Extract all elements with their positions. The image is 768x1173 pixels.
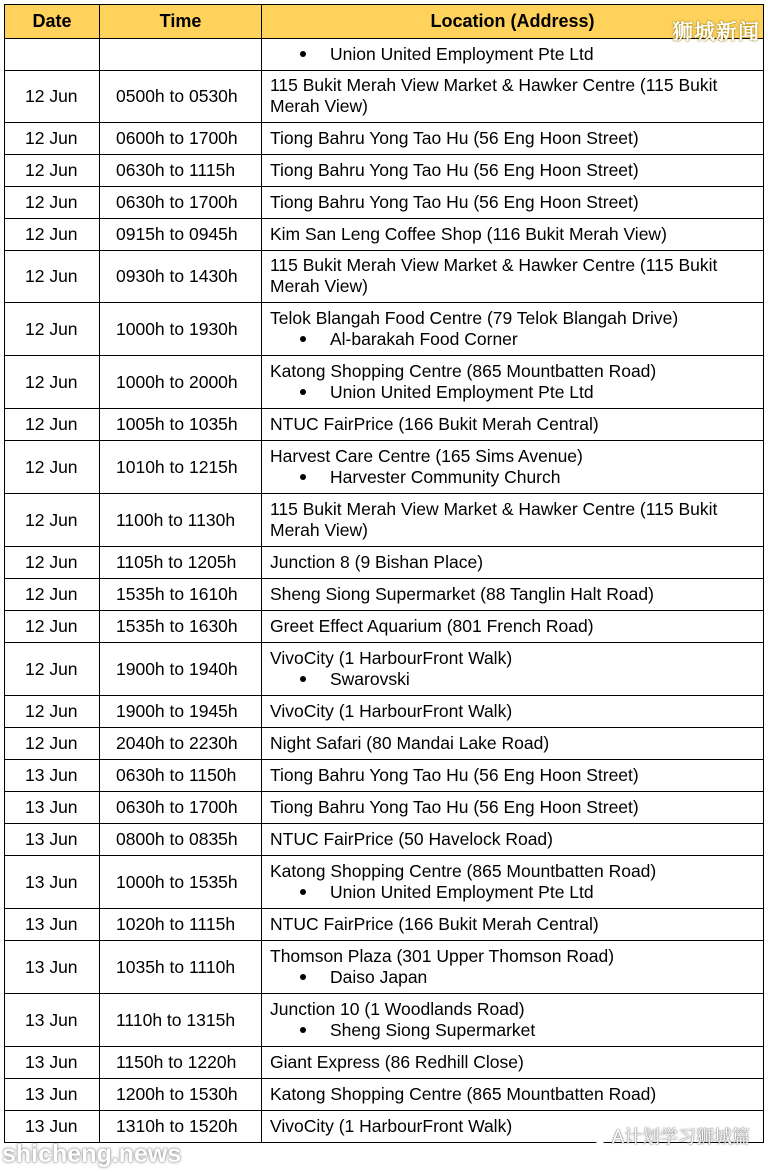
cell-location xyxy=(262,71,764,123)
cell-time: 1010h to 1215h xyxy=(100,441,262,494)
location-name: Sheng Siong Supermarket (88 Tanglin Halt Road) xyxy=(270,583,654,604)
table-row xyxy=(5,643,764,696)
location-sub-label: Daiso Japan xyxy=(330,966,428,987)
cell-location xyxy=(262,1079,764,1111)
cell-time: 1200h to 1530h xyxy=(100,1079,262,1111)
location-name: Junction 10 (1 Woodlands Road) xyxy=(270,998,525,1019)
cell-location xyxy=(262,909,764,941)
cell-time: 1900h to 1945h xyxy=(100,696,262,728)
table-row xyxy=(5,792,764,824)
cell-location xyxy=(262,792,764,824)
bullet-icon xyxy=(300,889,306,895)
bullet-icon xyxy=(300,389,306,395)
table-row xyxy=(5,494,764,547)
location-sub-label: Swarovski xyxy=(330,668,410,689)
location-sub-label: Sheng Siong Supermarket xyxy=(330,1019,536,1040)
watermark-top: 狮城新闻 xyxy=(672,21,760,44)
cell-time: 0600h to 1700h xyxy=(100,123,262,155)
location-sub-item xyxy=(270,669,755,690)
table-header-row xyxy=(5,5,764,39)
location-name: NTUC FairPrice (166 Bukit Merah Central) xyxy=(270,913,599,934)
cell-location xyxy=(262,187,764,219)
location-name: 115 Bukit Merah View Market & Hawker Centre (115 Bukit Merah View) xyxy=(270,498,718,540)
location-name: Tiong Bahru Yong Tao Hu (56 Eng Hoon Street) xyxy=(270,764,639,785)
bullet-icon xyxy=(300,51,306,57)
cell-date: 12 Jun xyxy=(5,696,100,728)
cell-time: 1105h to 1205h xyxy=(100,547,262,579)
cell-location xyxy=(262,219,764,251)
cell-location xyxy=(262,856,764,909)
cell-time: 2040h to 2230h xyxy=(100,728,262,760)
table-row xyxy=(5,1047,764,1079)
table-row xyxy=(5,909,764,941)
table-row xyxy=(5,441,764,494)
location-sub-label: Union United Employment Pte Ltd xyxy=(330,881,594,902)
cell-location xyxy=(262,303,764,356)
cell-time: 1020h to 1115h xyxy=(100,909,262,941)
cell-time: 1535h to 1630h xyxy=(100,611,262,643)
table-row xyxy=(5,219,764,251)
cell-date: 13 Jun xyxy=(5,792,100,824)
table-row xyxy=(5,356,764,409)
location-sub-label: Harvester Community Church xyxy=(330,466,561,487)
cell-time: 0630h to 1700h xyxy=(100,792,262,824)
cell-date: 12 Jun xyxy=(5,123,100,155)
bullet-icon xyxy=(300,1027,306,1033)
location-name: Kim San Leng Coffee Shop (116 Bukit Merah View) xyxy=(270,223,667,244)
location-name: VivoCity (1 HarbourFront Walk) xyxy=(270,700,513,721)
cell-date: 12 Jun xyxy=(5,303,100,356)
location-name: Tiong Bahru Yong Tao Hu (56 Eng Hoon Street) xyxy=(270,127,639,148)
location-sub-item xyxy=(270,329,755,350)
cell-date: 12 Jun xyxy=(5,547,100,579)
cell-date: 12 Jun xyxy=(5,579,100,611)
header-date: Date xyxy=(5,5,100,39)
location-sub-item xyxy=(270,467,755,488)
table-row xyxy=(5,824,764,856)
location-name: Greet Effect Aquarium (801 French Road) xyxy=(270,615,594,636)
cell-location xyxy=(262,994,764,1047)
cell-date: 12 Jun xyxy=(5,494,100,547)
cell-location xyxy=(262,696,764,728)
watermark-bottom-right xyxy=(586,1123,750,1149)
cell-time: 0630h to 1700h xyxy=(100,187,262,219)
cell-location xyxy=(262,441,764,494)
cell-date: 13 Jun xyxy=(5,1111,100,1143)
table-row xyxy=(5,579,764,611)
location-name: Harvest Care Centre (165 Sims Avenue) xyxy=(270,445,583,466)
location-name: 115 Bukit Merah View Market & Hawker Centre (115 Bukit Merah View) xyxy=(270,75,718,116)
cell-location xyxy=(262,1047,764,1079)
header-time: Time xyxy=(100,5,262,39)
location-name: VivoCity (1 HarbourFront Walk) xyxy=(270,1115,513,1136)
cell-date: 12 Jun xyxy=(5,643,100,696)
cell-date: 12 Jun xyxy=(5,71,100,123)
cell-time: 1005h to 1035h xyxy=(100,409,262,441)
table-row xyxy=(5,409,764,441)
location-sub-label: Al-barakah Food Corner xyxy=(330,328,518,349)
cell-location xyxy=(262,760,764,792)
cell-date: 12 Jun xyxy=(5,728,100,760)
location-name: 115 Bukit Merah View Market & Hawker Centre (115 Bukit Merah View) xyxy=(270,255,718,296)
table-row xyxy=(5,611,764,643)
table-row xyxy=(5,303,764,356)
cell-time: 1000h to 1535h xyxy=(100,856,262,909)
table-row xyxy=(5,187,764,219)
cell-location xyxy=(262,251,764,303)
watermark-bottom-right-text: A计划学习狮城篇 xyxy=(611,1127,750,1147)
cell-time: 1000h to 2000h xyxy=(100,356,262,409)
bullet-icon xyxy=(300,336,306,342)
table-body xyxy=(5,39,764,1143)
location-sub-item xyxy=(270,967,755,988)
bullet-icon xyxy=(300,974,306,980)
location-name: Tiong Bahru Yong Tao Hu (56 Eng Hoon Street) xyxy=(270,796,639,817)
location-name: Giant Express (86 Redhill Close) xyxy=(270,1051,524,1072)
location-name: Night Safari (80 Mandai Lake Road) xyxy=(270,732,550,753)
cell-date: 13 Jun xyxy=(5,856,100,909)
cell-date: 13 Jun xyxy=(5,941,100,994)
location-name: Tiong Bahru Yong Tao Hu (56 Eng Hoon Street) xyxy=(270,191,639,212)
cell-date: 13 Jun xyxy=(5,909,100,941)
cell-location xyxy=(262,728,764,760)
table-row xyxy=(5,941,764,994)
table-row xyxy=(5,1079,764,1111)
cell-time: 1310h to 1520h xyxy=(100,1111,262,1143)
cell-date: 12 Jun xyxy=(5,611,100,643)
table-row xyxy=(5,856,764,909)
cell-date xyxy=(5,39,100,71)
cell-location xyxy=(262,409,764,441)
table-row xyxy=(5,251,764,303)
table-row xyxy=(5,155,764,187)
cell-location xyxy=(262,824,764,856)
location-name: Tiong Bahru Yong Tao Hu (56 Eng Hoon Street) xyxy=(270,159,639,180)
location-name: VivoCity (1 HarbourFront Walk) xyxy=(270,647,513,668)
cell-date: 13 Jun xyxy=(5,824,100,856)
location-sub-item xyxy=(270,382,755,403)
location-sub-label: Union United Employment Pte Ltd xyxy=(330,381,594,402)
cell-time: 1000h to 1930h xyxy=(100,303,262,356)
location-name: NTUC FairPrice (50 Havelock Road) xyxy=(270,828,553,849)
location-name: Thomson Plaza (301 Upper Thomson Road) xyxy=(270,945,615,966)
header-location: Location (Address) xyxy=(262,5,764,39)
location-name: Katong Shopping Centre (865 Mountbatten Road) xyxy=(270,860,657,881)
cell-date: 12 Jun xyxy=(5,219,100,251)
cell-date: 12 Jun xyxy=(5,187,100,219)
cell-time: 0930h to 1430h xyxy=(100,251,262,303)
cell-date: 13 Jun xyxy=(5,760,100,792)
cell-location xyxy=(262,155,764,187)
cell-date: 12 Jun xyxy=(5,155,100,187)
exposure-locations-table xyxy=(4,4,764,1143)
cell-location xyxy=(262,941,764,994)
table-row xyxy=(5,760,764,792)
cell-location xyxy=(262,123,764,155)
bullet-icon xyxy=(300,474,306,480)
cell-location xyxy=(262,547,764,579)
cell-date: 12 Jun xyxy=(5,356,100,409)
cell-date: 12 Jun xyxy=(5,251,100,303)
cell-time: 1035h to 1110h xyxy=(100,941,262,994)
wechat-icon xyxy=(586,1128,608,1144)
table-row xyxy=(5,994,764,1047)
cell-time: 1110h to 1315h xyxy=(100,994,262,1047)
cell-time: 0630h to 1150h xyxy=(100,760,262,792)
location-sub-item xyxy=(270,44,755,65)
location-sub-item xyxy=(270,1020,755,1041)
location-name: Katong Shopping Centre (865 Mountbatten Road) xyxy=(270,1083,657,1104)
location-name: NTUC FairPrice (166 Bukit Merah Central) xyxy=(270,413,599,434)
cell-time: 0500h to 0530h xyxy=(100,71,262,123)
cell-location xyxy=(262,494,764,547)
table-row xyxy=(5,123,764,155)
table-row xyxy=(5,71,764,123)
table-row xyxy=(5,39,764,71)
cell-location xyxy=(262,356,764,409)
cell-location xyxy=(262,643,764,696)
location-name: Junction 8 (9 Bishan Place) xyxy=(270,551,484,572)
location-name: Telok Blangah Food Centre (79 Telok Blangah Drive) xyxy=(270,307,679,328)
watermark-bottom-left: shicheng.news xyxy=(2,1140,182,1168)
cell-time: 1100h to 1130h xyxy=(100,494,262,547)
table-row xyxy=(5,728,764,760)
location-sub-label: Union United Employment Pte Ltd xyxy=(330,43,594,64)
cell-date: 13 Jun xyxy=(5,994,100,1047)
table-row xyxy=(5,696,764,728)
cell-time xyxy=(100,39,262,71)
cell-date: 13 Jun xyxy=(5,1047,100,1079)
cell-date: 13 Jun xyxy=(5,1079,100,1111)
location-sub-item xyxy=(270,882,755,903)
cell-time: 0915h to 0945h xyxy=(100,219,262,251)
cell-time: 1900h to 1940h xyxy=(100,643,262,696)
location-name: Katong Shopping Centre (865 Mountbatten Road) xyxy=(270,360,657,381)
cell-date: 12 Jun xyxy=(5,441,100,494)
cell-time: 0800h to 0835h xyxy=(100,824,262,856)
cell-time: 1535h to 1610h xyxy=(100,579,262,611)
bullet-icon xyxy=(300,676,306,682)
cell-location xyxy=(262,611,764,643)
cell-date: 12 Jun xyxy=(5,409,100,441)
cell-time: 0630h to 1115h xyxy=(100,155,262,187)
cell-location xyxy=(262,579,764,611)
cell-time: 1150h to 1220h xyxy=(100,1047,262,1079)
table-row xyxy=(5,547,764,579)
